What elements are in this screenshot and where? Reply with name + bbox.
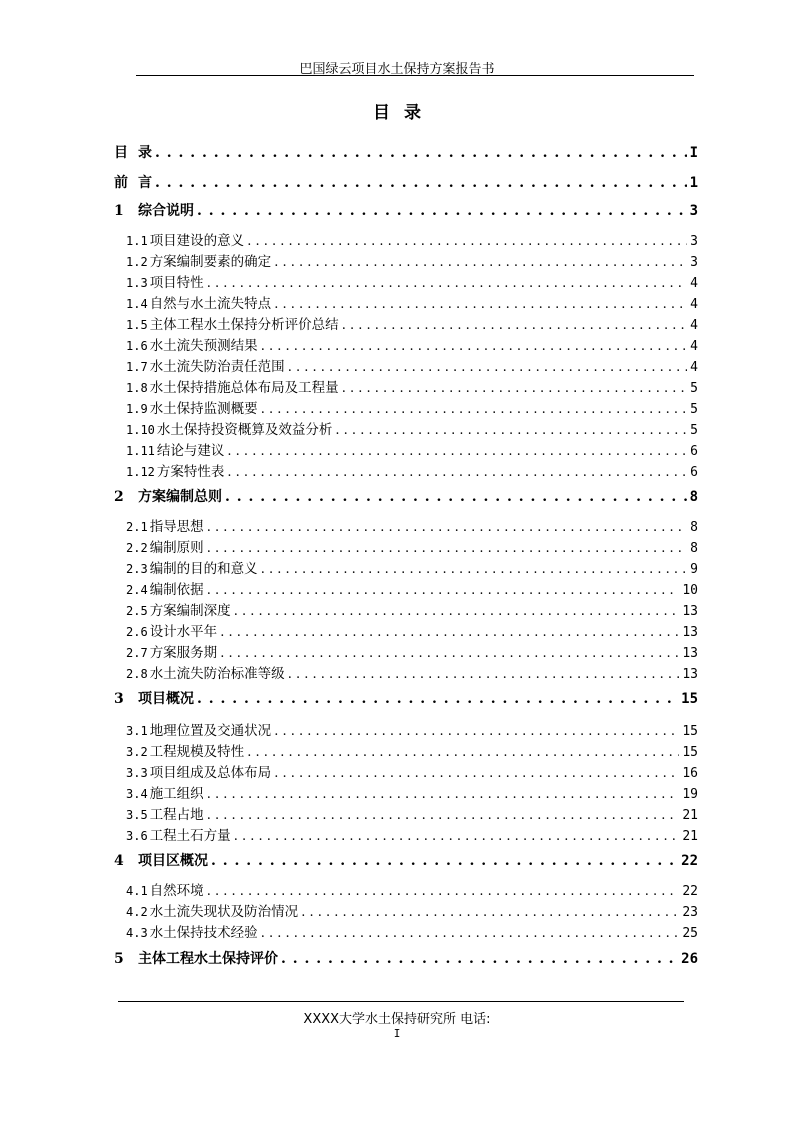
toc-section-entry[interactable] [126, 515, 698, 533]
toc-entry-number: 2.7 [126, 646, 148, 660]
toc-dot-leader [288, 667, 680, 682]
toc-entry-number: 3.1 [126, 724, 148, 738]
toc-entry-label [126, 250, 271, 270]
toc-entry-page: 6 [690, 465, 698, 480]
toc-dot-leader [234, 604, 680, 619]
toc-entry-page: 21 [682, 808, 698, 823]
toc-entry-title: 方案编制要素的确定 [149, 254, 272, 270]
toc-entry-label [126, 460, 224, 480]
toc-entry-page: 9 [690, 562, 698, 577]
toc-entry-title: 工程占地 [149, 807, 204, 823]
toc-entry-number: 1.1 [126, 234, 148, 248]
toc-dot-leader [261, 926, 680, 941]
toc-dot-leader [197, 203, 687, 219]
toc-entry-title: 水土保持投资概算及效益分析 [156, 422, 333, 438]
toc-entry-page: 4 [690, 318, 698, 333]
toc-entry-label [126, 313, 339, 333]
toc-dot-leader [225, 489, 687, 505]
toc-section-entry[interactable] [126, 662, 698, 680]
toc-entry-number: 2 [114, 489, 124, 505]
toc-entry-number: 1.5 [126, 318, 148, 332]
toc-entry-number: 1.12 [126, 465, 155, 479]
toc-dot-leader [207, 808, 680, 823]
toc-entry-number: 1.9 [126, 402, 148, 416]
toc-entry-number: 2.1 [126, 520, 148, 534]
toc-dot-leader [220, 646, 679, 661]
toc-dot-leader [227, 444, 687, 459]
toc-entry-page: 5 [690, 381, 698, 396]
toc-entry-label [126, 355, 285, 375]
toc-entry-page: 15 [681, 691, 698, 707]
toc-entry-title: 水土流失现状及防治情况 [149, 904, 299, 920]
toc-dot-leader [207, 583, 680, 598]
toc-entry-title: 水土流失预测结果 [149, 338, 258, 354]
toc-entry-label [114, 142, 152, 162]
toc-entry-label [114, 200, 194, 220]
toc-dot-leader [335, 423, 687, 438]
toc-entry-title: 自然环境 [149, 883, 204, 899]
toc-entry-number: 3.5 [126, 808, 148, 822]
toc-entry-title: 施工组织 [149, 786, 204, 802]
toc-entry-number: 1.4 [126, 297, 148, 311]
toc-entry-number: 3.3 [126, 766, 148, 780]
toc-section-entry[interactable] [126, 355, 698, 373]
toc-entry-number: 1.3 [126, 276, 148, 290]
toc-entry-title: 主体工程水土保持评价 [138, 951, 278, 967]
toc-entry-page: 4 [690, 360, 698, 375]
toc-entry-title: 方案特性表 [156, 464, 225, 480]
toc-entry-label [126, 662, 285, 682]
toc-entry-label [126, 824, 231, 844]
toc-dot-leader [234, 829, 680, 844]
header-divider [136, 75, 694, 76]
toc-entry-page: 16 [682, 766, 698, 781]
toc-section-entry[interactable] [126, 313, 698, 331]
toc-dot-leader [342, 318, 687, 333]
toc-entry-label [126, 761, 271, 781]
toc-entry-number: 1 [114, 203, 124, 219]
toc-entry-label [126, 271, 204, 291]
toc-dot-leader [207, 787, 680, 802]
toc-title: 目录 [373, 103, 435, 123]
toc-dot-leader [247, 745, 679, 760]
toc-section-entry[interactable] [126, 229, 698, 247]
toc-section-entry[interactable] [126, 740, 698, 758]
toc-entry-page: 13 [682, 604, 698, 619]
toc-dot-leader [247, 234, 687, 249]
toc-entry-label [126, 641, 217, 661]
toc-entry-page: 26 [681, 951, 698, 967]
toc-section-entry[interactable] [126, 250, 698, 268]
toc-section-entry[interactable] [126, 439, 698, 457]
toc-entry-number: 4.2 [126, 905, 148, 919]
toc-chapter-entry[interactable] [114, 142, 698, 162]
toc-entry-label [126, 334, 258, 354]
toc-entry-label [126, 599, 231, 619]
toc-entry-label [126, 879, 204, 899]
toc-entry-page: 8 [690, 520, 698, 535]
toc-entry-label [126, 418, 332, 438]
toc-section-entry[interactable] [126, 334, 698, 352]
toc-entry-title: 水土保持监测概要 [149, 401, 258, 417]
toc-entry-number: 4.1 [126, 884, 148, 898]
toc-entry-page: 13 [682, 625, 698, 640]
toc-entry-label [114, 850, 208, 870]
toc-entry-title: 工程土石方量 [149, 828, 231, 844]
toc-entry-title: 水土保持措施总体布局及工程量 [149, 380, 339, 396]
toc-dot-leader [261, 339, 687, 354]
toc-entry-title: 工程规模及特性 [149, 744, 245, 760]
toc-dot-leader [220, 625, 679, 640]
toc-entry-number: 4.3 [126, 926, 148, 940]
toc-dot-leader [288, 360, 687, 375]
toc-dot-leader [207, 884, 680, 899]
toc-entry-page: 10 [682, 583, 698, 598]
toc-entry-number: 前 [114, 175, 128, 191]
toc-entry-label [126, 740, 244, 760]
toc-entry-number: 3.6 [126, 829, 148, 843]
toc-entry-number: 目 [114, 145, 128, 161]
toc-entry-label [126, 397, 258, 417]
toc-entry-page: 22 [681, 853, 698, 869]
toc-section-entry[interactable] [126, 879, 698, 897]
toc-dot-leader [261, 562, 687, 577]
toc-entry-title: 水土流失防治标准等级 [149, 666, 285, 682]
toc-entry-title: 结论与建议 [156, 443, 225, 459]
toc-entry-title: 言 [138, 175, 152, 191]
toc-chapter-entry[interactable] [114, 486, 698, 506]
toc-entry-title: 主体工程水土保持分析评价总结 [149, 317, 339, 333]
toc-section-entry[interactable] [126, 803, 698, 821]
toc-entry-page: 21 [682, 829, 698, 844]
toc-entry-number: 1.8 [126, 381, 148, 395]
toc-section-entry[interactable] [126, 292, 698, 310]
toc-entry-number: 2.6 [126, 625, 148, 639]
toc-entry-number: 5 [114, 951, 124, 967]
toc-entry-label [126, 557, 258, 577]
toc-dot-leader [274, 297, 687, 312]
toc-entry-page: I [689, 145, 698, 161]
toc-entry-label [126, 719, 271, 739]
toc-entry-page: 4 [690, 339, 698, 354]
toc-entry-number: 3 [114, 691, 124, 707]
toc-section-entry[interactable] [126, 418, 698, 436]
toc-entry-label [126, 515, 204, 535]
toc-entry-label [126, 536, 204, 556]
toc-entry-title: 水土保持技术经验 [149, 925, 258, 941]
toc-entry-number: 2.5 [126, 604, 148, 618]
toc-section-entry[interactable] [126, 397, 698, 415]
toc-entry-page: 8 [689, 489, 698, 505]
toc-entry-number: 4 [114, 853, 124, 869]
toc-entry-page: 8 [690, 541, 698, 556]
toc-entry-page: 3 [690, 255, 698, 270]
toc-entry-label [126, 439, 224, 459]
toc-section-entry[interactable] [126, 599, 698, 617]
toc-entry-title: 项目特性 [149, 275, 204, 291]
toc-entry-title: 录 [138, 145, 152, 161]
toc-entry-title: 项目组成及总体布局 [149, 765, 272, 781]
toc-entry-page: 4 [690, 297, 698, 312]
toc-chapter-entry[interactable] [114, 172, 698, 192]
toc-entry-number: 1.2 [126, 255, 148, 269]
toc-entry-number: 2.8 [126, 667, 148, 681]
toc-entry-title: 方案编制总则 [138, 489, 222, 505]
toc-entry-page: 22 [682, 884, 698, 899]
toc-entry-page: 5 [690, 423, 698, 438]
toc-entry-label [126, 782, 204, 802]
toc-section-entry[interactable] [126, 900, 698, 918]
toc-section-entry[interactable] [126, 641, 698, 659]
page-number: I [393, 1027, 401, 1040]
toc-section-entry[interactable] [126, 271, 698, 289]
footer-text: XXXX大学水土保持研究所 电话: [303, 1012, 491, 1027]
toc-entry-page: 3 [690, 234, 698, 249]
toc-entry-title: 项目概况 [138, 691, 194, 707]
toc-entry-title: 地理位置及交通状况 [149, 723, 272, 739]
toc-entry-label [126, 376, 339, 396]
toc-entry-page: 13 [682, 667, 698, 682]
toc-entry-page: 13 [682, 646, 698, 661]
running-header: 巴国绿云项目水土保持方案报告书 [299, 62, 495, 77]
toc-entry-page: 15 [682, 745, 698, 760]
toc-section-entry[interactable] [126, 824, 698, 842]
toc-entry-title: 水土流失防治责任范围 [149, 359, 285, 375]
toc-entry-page: 19 [682, 787, 698, 802]
toc-section-entry[interactable] [126, 536, 698, 554]
toc-dot-leader [301, 905, 679, 920]
toc-entry-title: 编制的目的和意义 [149, 561, 258, 577]
toc-entry-page: 15 [682, 724, 698, 739]
toc-entry-page: 4 [690, 276, 698, 291]
toc-entry-label [126, 620, 217, 640]
toc-dot-leader [274, 255, 687, 270]
toc-entry-title: 综合说明 [138, 203, 194, 219]
toc-entry-number: 2.3 [126, 562, 148, 576]
toc-entry-title: 指导思想 [149, 519, 204, 535]
toc-entry-title: 编制依据 [149, 582, 204, 598]
toc-entry-label [126, 292, 271, 312]
toc-section-entry[interactable] [126, 921, 698, 939]
toc-entry-title: 项目区概况 [138, 853, 208, 869]
toc-dot-leader [227, 465, 687, 480]
toc-entry-title: 方案服务期 [149, 645, 218, 661]
toc-chapter-entry[interactable] [114, 850, 698, 870]
toc-entry-page: 1 [689, 175, 698, 191]
toc-section-entry[interactable] [126, 460, 698, 478]
toc-dot-leader [197, 691, 678, 707]
toc-entry-label [114, 688, 194, 708]
toc-section-entry[interactable] [126, 782, 698, 800]
toc-entry-label [114, 172, 152, 192]
toc-entry-page: 5 [690, 402, 698, 417]
toc-dot-leader [281, 951, 678, 967]
toc-dot-leader [274, 724, 679, 739]
toc-dot-leader [261, 402, 687, 417]
toc-entry-number: 2.4 [126, 583, 148, 597]
toc-section-entry[interactable] [126, 719, 698, 737]
toc-dot-leader [342, 381, 687, 396]
toc-entry-label [126, 803, 204, 823]
toc-entry-number: 1.6 [126, 339, 148, 353]
toc-entry-page: 6 [690, 444, 698, 459]
toc-entry-number: 1.11 [126, 444, 155, 458]
toc-dot-leader [207, 276, 687, 291]
toc-entry-title: 设计水平年 [149, 624, 218, 640]
toc-entry-label [114, 486, 222, 506]
footer-divider [118, 1001, 684, 1002]
toc-section-entry[interactable] [126, 578, 698, 596]
toc-entry-page: 25 [682, 926, 698, 941]
toc-section-entry[interactable] [126, 376, 698, 394]
toc-entry-title: 自然与水土流失特点 [149, 296, 272, 312]
toc-chapter-entry[interactable] [114, 948, 698, 968]
toc-entry-label [126, 578, 204, 598]
toc-dot-leader [274, 766, 679, 781]
toc-section-entry[interactable] [126, 557, 698, 575]
toc-entry-page: 3 [689, 203, 698, 219]
toc-entry-number: 3.4 [126, 787, 148, 801]
toc-chapter-entry[interactable] [114, 688, 698, 708]
toc-dot-leader [211, 853, 678, 869]
toc-chapter-entry[interactable] [114, 200, 698, 220]
toc-entry-label [126, 229, 244, 249]
toc-entry-page: 23 [682, 905, 698, 920]
toc-entry-title: 编制原则 [149, 540, 204, 556]
toc-entry-number: 3.2 [126, 745, 148, 759]
toc-entry-label [126, 921, 258, 941]
toc-dot-leader [155, 145, 687, 161]
toc-dot-leader [155, 175, 687, 191]
toc-section-entry[interactable] [126, 761, 698, 779]
toc-dot-leader [207, 541, 687, 556]
toc-entry-title: 方案编制深度 [149, 603, 231, 619]
toc-entry-label [114, 948, 278, 968]
toc-entry-title: 项目建设的意义 [149, 233, 245, 249]
toc-section-entry[interactable] [126, 620, 698, 638]
toc-entry-number: 1.7 [126, 360, 148, 374]
toc-entry-label [126, 900, 298, 920]
toc-entry-number: 2.2 [126, 541, 148, 555]
toc-entry-number: 1.10 [126, 423, 155, 437]
toc-dot-leader [207, 520, 687, 535]
